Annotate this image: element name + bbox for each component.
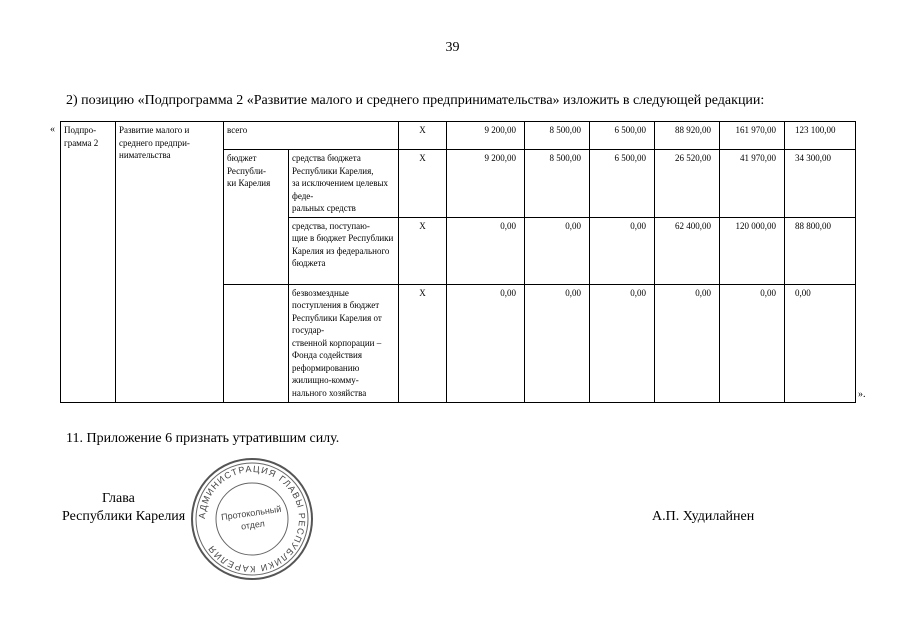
row-value: 0,00 — [447, 284, 525, 402]
opening-quote: « — [50, 124, 55, 135]
row-x: Х — [399, 217, 447, 284]
budget-label: бюджет Республи- ки Карелия — [224, 150, 289, 285]
total-value: 6 500,00 — [590, 122, 655, 150]
total-value: 123 100,00 — [785, 122, 856, 150]
row-value: 120 000,00 — [720, 217, 785, 284]
row-value: 26 520,00 — [655, 150, 720, 218]
stamp-ring-text: АДМИНИСТРАЦИЯ ГЛАВЫ РЕСПУБЛИКИ КАРЕЛИЯ — [196, 463, 308, 575]
row-value: 0,00 — [525, 217, 590, 284]
row-x: Х — [399, 150, 447, 218]
row-value: 0,00 — [590, 284, 655, 402]
row-value: 0,00 — [525, 284, 590, 402]
total-value: 8 500,00 — [525, 122, 590, 150]
table-row-total — [61, 122, 856, 150]
stamp-center-line1: Протокольный — [220, 503, 282, 523]
intro-paragraph: 2) позицию «Подпрограмма 2 «Развитие малого и среднего предпринимательства» изложить в следующей редакции: — [66, 93, 765, 108]
page-number: 39 — [445, 40, 460, 55]
total-value: 161 970,00 — [720, 122, 785, 150]
row-value: 8 500,00 — [525, 150, 590, 218]
total-value: 88 920,00 — [655, 122, 720, 150]
row-value: 0,00 — [590, 217, 655, 284]
total-label: всего — [224, 122, 399, 150]
item-11-paragraph: 11. Приложение 6 признать утратившим силу. — [66, 431, 340, 446]
total-x: Х — [399, 122, 447, 150]
subprogram-table — [60, 121, 856, 403]
closing-quote: ». — [858, 389, 866, 400]
stamp-outer-ring — [192, 459, 312, 579]
row-value: 0,00 — [447, 217, 525, 284]
row-label: средства бюджета Республики Карелия, за исключением целевых феде- ральных средств — [289, 150, 399, 218]
row-value: 9 200,00 — [447, 150, 525, 218]
subprogram-name-cell: Развитие малого и среднего предпри- нимательства — [116, 122, 224, 403]
row-value: 88 800,00 — [785, 217, 856, 284]
stamp-inner-ring — [196, 463, 308, 575]
signature-name: А.П. Худилайнен — [652, 509, 755, 524]
official-stamp — [187, 454, 317, 584]
row-value: 6 500,00 — [590, 150, 655, 218]
row-x: Х — [399, 284, 447, 402]
stamp-center-line2: отдел — [240, 518, 266, 532]
signature-title: Глава — [102, 491, 135, 506]
row-label: средства, поступаю- щие в бюджет Республики Карелия из федерального бюджета — [289, 217, 399, 284]
signature-org: Республики Карелия — [62, 509, 186, 524]
subprogram-cell: Подпро- грамма 2 — [61, 122, 116, 403]
row-value: 0,00 — [720, 284, 785, 402]
row-value: 62 400,00 — [655, 217, 720, 284]
empty-cell — [224, 284, 289, 402]
row-value: 41 970,00 — [720, 150, 785, 218]
row-label: безвозмездные поступления в бюджет Республики Карелия от государ- ственной корпорации – Фонда содействия реформированию жилищно-комму- нального хозяйства — [289, 284, 399, 402]
total-value: 9 200,00 — [447, 122, 525, 150]
row-value: 0,00 — [655, 284, 720, 402]
row-value: 0,00 — [785, 284, 856, 402]
row-value: 34 300,00 — [785, 150, 856, 218]
